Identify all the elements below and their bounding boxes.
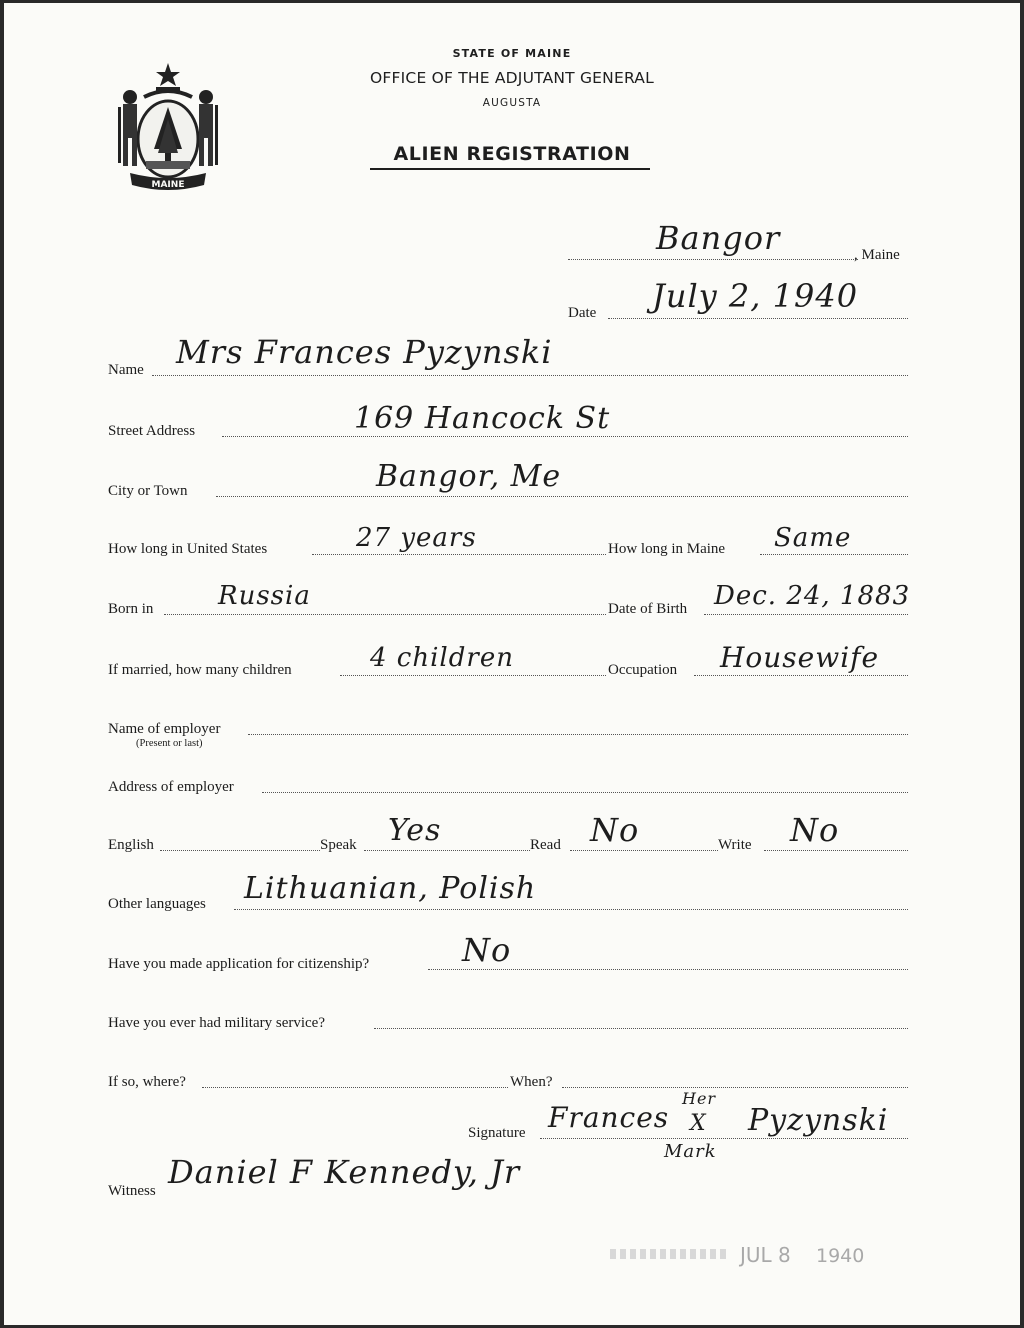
write-value: No [790, 811, 840, 849]
children-label: If married, how many children [108, 662, 292, 678]
name-line [152, 375, 908, 376]
military-line [374, 1028, 908, 1029]
employer-sublabel: (Present or last) [136, 738, 203, 749]
svg-text:MAINE: MAINE [151, 180, 185, 190]
children-value: 4 children [370, 643, 514, 673]
citizenship-label: Have you made application for citizenship? [108, 956, 370, 972]
street-label: Street Address [108, 423, 196, 439]
street-line [222, 436, 908, 437]
how-long-us-value: 27 years [356, 523, 477, 553]
children-line [340, 675, 606, 676]
when-line [562, 1087, 908, 1088]
witness-label: Witness [108, 1183, 156, 1199]
signature-first-name: Frances [548, 1101, 670, 1134]
signature-label: Signature [468, 1125, 526, 1141]
citizenship-line [428, 969, 908, 970]
occupation-value: Housewife [720, 641, 880, 674]
signature-her: Her [682, 1089, 717, 1108]
born-in-line [164, 614, 606, 615]
speak-value: Yes [388, 813, 442, 848]
form-title: ALIEN REGISTRATION [393, 143, 631, 165]
maine-label: , Maine [854, 247, 900, 263]
header-state: STATE OF MAINE [452, 47, 572, 60]
english-line [160, 850, 320, 851]
employer-label: Name of employer [108, 721, 221, 737]
name-value: Mrs Frances Pyzynski [176, 333, 553, 371]
header-office: OFFICE OF THE ADJUTANT GENERAL [370, 69, 654, 87]
date-of-birth-label: Date of Birth [608, 601, 688, 617]
registration-form [4, 3, 1020, 1325]
speak-label: Speak [320, 837, 357, 853]
stamp-faded-text [610, 1249, 730, 1259]
witness-value: Daniel F Kennedy, Jr [168, 1153, 521, 1191]
read-value: No [590, 811, 640, 849]
born-in-label: Born in [108, 601, 154, 617]
date-of-birth-value: Dec. 24, 1883 [714, 581, 911, 611]
date-of-birth-line [704, 614, 908, 615]
write-label: Write [718, 837, 752, 853]
received-stamp-year: 1940 [816, 1245, 865, 1267]
how-long-us-label: How long in United States [108, 541, 268, 557]
how-long-maine-value: Same [774, 523, 852, 553]
city-label: City or Town [108, 483, 188, 499]
signature-mark-word: Mark [664, 1141, 717, 1162]
when-label: When? [510, 1074, 553, 1090]
other-languages-value: Lithuanian, Polish [244, 871, 537, 906]
place-line [568, 259, 858, 260]
signature-last-name: Pyzynski [748, 1103, 889, 1138]
how-long-maine-label: How long in Maine [608, 541, 726, 557]
signature-x-mark: X [690, 1111, 707, 1136]
how-long-us-line [312, 554, 606, 555]
how-long-maine-line [760, 554, 908, 555]
speak-line [364, 850, 530, 851]
received-stamp-date: JUL 8 [740, 1243, 791, 1267]
occupation-line [694, 675, 908, 676]
employer-address-label: Address of employer [108, 779, 234, 795]
place-value: Bangor [656, 219, 781, 257]
write-line [764, 850, 908, 851]
signature-line [540, 1138, 908, 1139]
where-line [202, 1087, 508, 1088]
english-label: English [108, 837, 154, 853]
other-languages-line [234, 909, 908, 910]
read-label: Read [530, 837, 561, 853]
title-underline [370, 168, 650, 170]
where-label: If so, where? [108, 1074, 186, 1090]
read-line [570, 850, 718, 851]
date-value: July 2, 1940 [652, 277, 859, 315]
street-value: 169 Hancock St [354, 401, 611, 436]
date-label: Date [568, 305, 597, 321]
employer-address-line [262, 792, 908, 793]
other-languages-label: Other languages [108, 896, 206, 912]
military-label: Have you ever had military service? [108, 1015, 325, 1031]
date-line [608, 318, 908, 319]
occupation-label: Occupation [608, 662, 678, 678]
citizenship-value: No [462, 931, 512, 969]
city-value: Bangor, Me [376, 459, 562, 494]
header-city: AUGUSTA [482, 97, 542, 109]
employer-line [248, 734, 908, 735]
born-in-value: Russia [218, 581, 311, 611]
city-line [216, 496, 908, 497]
name-label: Name [108, 362, 144, 378]
